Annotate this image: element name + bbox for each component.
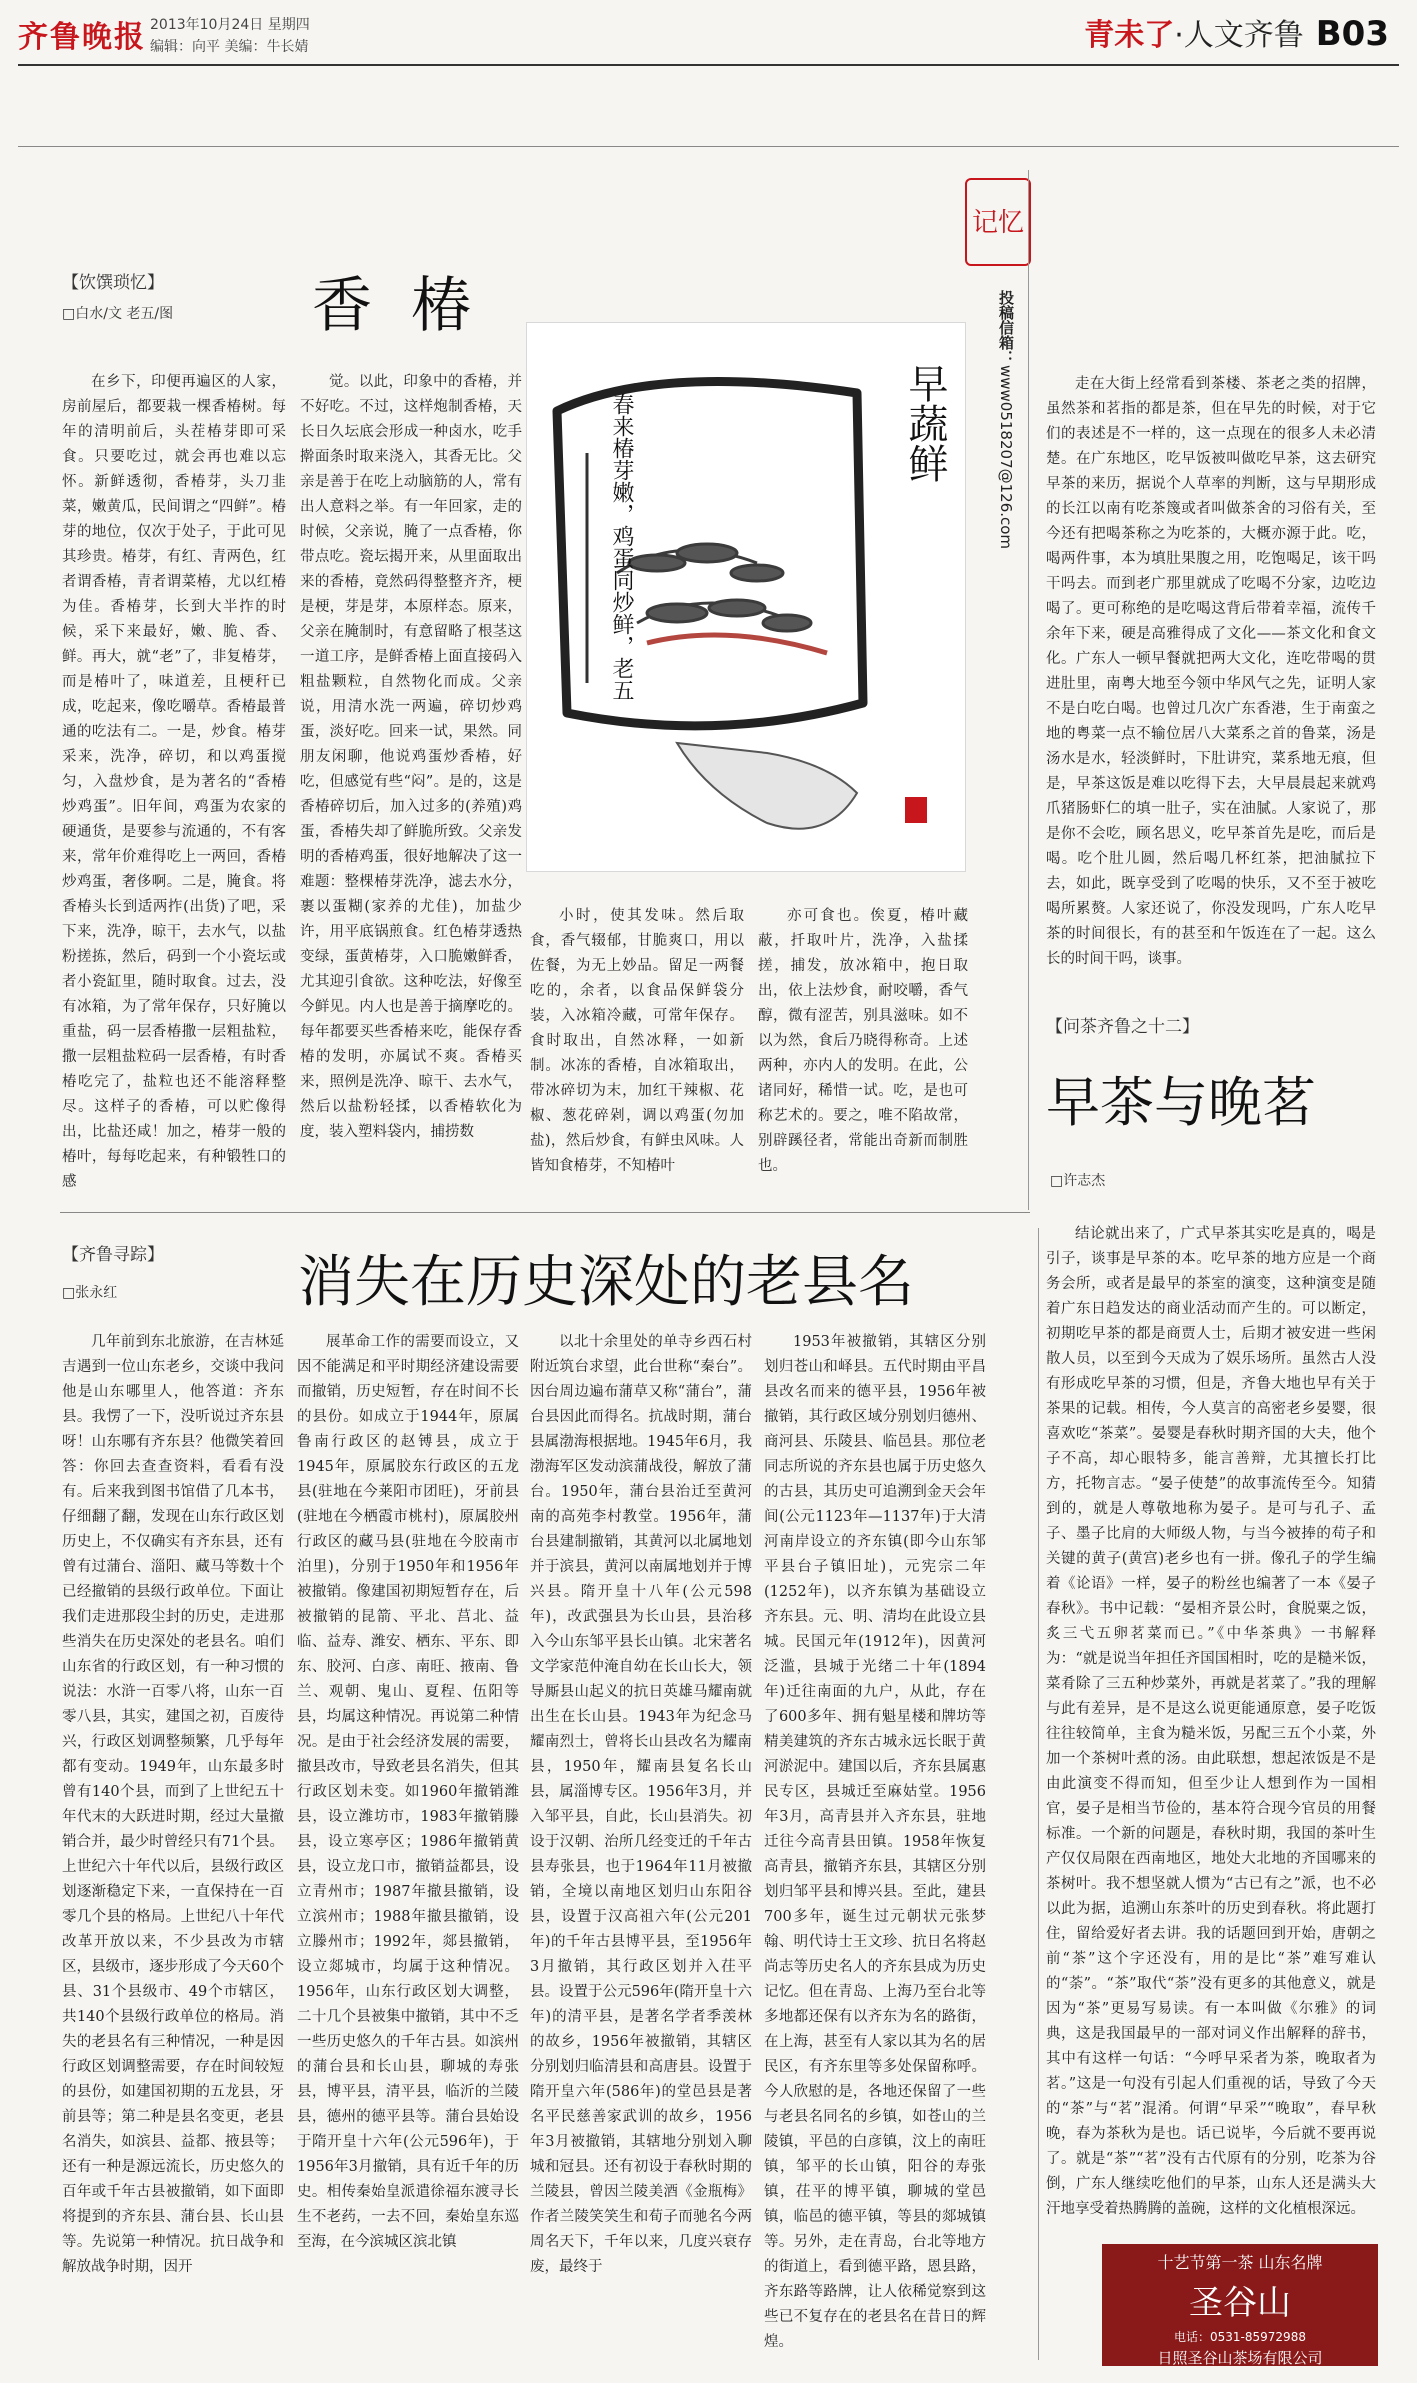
memory-stamp — [965, 178, 1031, 266]
header-rule — [18, 64, 1399, 66]
section-header — [1084, 10, 1389, 54]
header-rule-2 — [18, 146, 1399, 147]
article2-section-tag: 【齐鲁寻踪】 — [62, 1245, 164, 1265]
ad-brand: 圣谷山 — [1189, 2283, 1291, 2323]
tea-advertisement[interactable] — [1102, 2244, 1378, 2366]
article2-column-2: 展革命工作的需要而设立，又因不能满足和平时期经济建设需要而撤销，历史短暂，存在时间不长的县份。如成立于1944年，原属鲁南行政区的赵镈县，成立于1945年，原属胶东行政区的五龙县(驻地在今莱阳市团旺)，牙前县(驻地在今栖霞市桃村)，原属胶州行政区的藏马县(驻地在今胶南市泊里)，分别于1950年和1956年被撤销。像建国初期短暂存在，后被撤销的昆箭、平北、莒北、益临、益寿、潍安、栖东、平东、即东、胶河、白彦、南旺、掖南、鲁兰、观朝、鬼山、夏程、伍阳等县，均属这种情况。再说第二种情况。是由于社会经济发展的需要，撤县改市，导致老县名消失，但其行政区划未变。如1960年撤销潍县，设立潍坊市，1983年撤销滕县，设立寒亭区；1986年撤销黄县，设立龙口市，撤销益都县，设立青州市；1987年撤县撤销，设立滨州市；1988年撤县撤销，设立滕州市；1992年，郯县撤销，设立郯城市，均属于这种情况。1956年，山东行政区划大调整，二十几个县被集中撤销，其中不乏一些历史悠久的千年古县。如滨州的蒲台县和长山县，聊城的寿张县，博平县，清平县，临沂的兰陵县，德州的德平县等。蒲台县始设于隋开皇十六年(公元596年)，于1956年3月撤销，具有近千年的历史。相传秦始皇派遣徐福东渡寻长生不老药，一去不回，秦始皇东巡至海，在今滨城区滨北镇 — [297, 1334, 519, 2250]
article1-column-2: 觉。以此，印象中的香椿，并不好吃。不过，这样炮制香椿，天长日久坛底会形成一种卤水，吃手擀面条时取来浇入，其香无比。父亲是善于在吃上动脑筋的人，常有出人意料之举。有一年回家，走的时候，父亲说，腌了一点香椿，你带点吃。瓷坛揭开来，从里面取出来的香椿，竟然码得整整齐齐，梗是梗，芽是芽，本原样态。原来，父亲在腌制时，有意留略了根茎这一道工序，是鲜香椿上面直接码入粗盐颗粒，自然物化而成。父亲说，用清水洗一两遍，碎切炒鸡蛋，淡好吃。回来一试，果然。同朋友闲聊，他说鸡蛋炒香椿，好吃，但感觉有些“闷”。是的，这是香椿碎切后，加入过多的(养殖)鸡蛋，香椿失却了鲜脆所致。父亲发明的香椿鸡蛋，很好地解决了这一难题：整棵椿芽洗净，滤去水分，裹以蛋糊(家养的尤佳)，加盐少许，用平底锅煎食。红色椿芽透热变绿，蛋黄椿芽，入口脆嫩鲜香，尤其迎引食欲。这种吃法，好像至今鲜见。内人也是善于摘摩吃的。每年都要买些香椿来吃，能保存香椿的发明，亦属试不爽。香椿买来，照例是洗净、晾干、去水气，然后以盐粉轻揉，以香椿软化为度，装入塑料袋内，捕捞数 — [300, 374, 522, 1140]
article2-column-3: 以北十余里处的单寺乡西石村附近筑台求望，此台世称“秦台”。因台周边遍布蒲草又称“蒲台”，蒲台县因此而得名。抗战时期，蒲台县属渤海根据地。1945年6月，我渤海军区发动滨蒲战役，解放了蒲台。1950年，蒲台县治迁至黄河南的高苑李村教堂。1956年，蒲台县建制撤销，其黄河以北属地划并于滨县，黄河以南属地划并于博兴县。隋开皇十八年(公元598年)，改武强县为长山县，县治移入今山东邹平县长山镇。北宋著名文学家范仲淹自幼在长山长大，领导厮县山起义的抗日英雄马耀南就出生在长山县。1943年为纪念马耀南烈士，曾将长山县改名为耀南县，1950年，耀南县复名长山县，属淄博专区。1956年3月，并入邹平县，自此，长山县消失。初设于汉朝、治所几经变迁的千年古县寿张县，也于1964年11月被撤销，全境以南地区划归山东阳谷县，设置于汉高祖六年(公元201年)的千年古县博平县，至1956年3月撤销，其行政区划并入茌平县。设置于公元596年(隋开皇十六年)的清平县，是著名学者季羡林的故乡，1956年被撤销，其辖区分别划归临清县和高唐县。设置于隋开皇六年(586年)的堂邑县是著名平民慈善家武训的故乡，1956年3月被撤销，其辖地分别划入聊城和冠县。还有初设于春秋时期的兰陵县，曾因兰陵美酒《金瓶梅》作者兰陵笑笑生和荀子而驰名今两周名天下，千年以来，几度兴衰存废，最终于 — [530, 1334, 752, 2275]
article2-column-4: 1953年被撤销，其辖区分别划归苍山和峄县。五代时期由平昌县改名而来的德平县，1956年被撤销，其行政区域分别划归德州、商河县、乐陵县、临邑县。那位老同志所说的齐东县也属于历史悠久的古县，其历史可追溯到金天会年间(公元1123年—1137年)于大清河南岸设立的齐东镇(即今山东邹平县台子镇旧址)，元宪宗二年(1252年)，以齐东镇为基础设立齐东县。元、明、清均在此设立县城。民国元年(1912年)，因黄河泛滥，县城于光绪二十年(1894年)迁往南面的九户，从此，存在了600多年、拥有魁星楼和牌坊等精美建筑的齐东古城永远长眠于黄河淤泥中。建国以后，齐东县属惠民专区，县城迁至麻姑堂。1956年3月，高青县并入齐东县，驻地迁往今高青县田镇。1958年恢复高青县，撤销齐东县，其辖区分别划归邹平县和博兴县。至此，建县700多年，诞生过元朝状元张梦翰、明代诗士王文珍、抗日名将赵尚志等历史名人的齐东县成为历史记忆。但在青岛、上海乃至台北等多地都还保有以齐东为名的路街，在上海，甚至有人家以其为名的居民区，有齐东里等多处保留称呼。今人欣慰的是，各地还保留了一些与老县名同名的乡镇，如苍山的兰陵镇，平邑的白彦镇，汶上的南旺镇，邹平的长山镇，阳谷的寿张镇，茌平的博平镇，聊城的堂邑镇，临邑的德平镇，等县的郯城镇等。另外，走在青岛，台北等地方的街道上，看到德平路，恩县路，齐东路等路牌，让人依稀觉察到这些已不复存在的老县名在昔日的辉煌。 — [764, 1334, 986, 2350]
article3-section-tag: 【问茶齐鲁之十二】 — [1046, 1017, 1199, 1037]
editors-line: 编辑：向平 美编：牛长婧 — [150, 39, 309, 55]
ink-painting — [526, 322, 966, 872]
painting-inscription: 春来椿芽嫩，鸡蛋同炒鲜，老五 — [609, 393, 634, 701]
article1-column-3: 小时，使其发味。然后取食，香气辍郁，甘脆爽口，用以佐餐，为无上妙品。留足一两餐吃的，余者，以食品保鲜袋分装，入冰箱冷藏，可常年保存。食时取出，自然冰释，一如新制。冰冻的香椿，自冰箱取出，带冰碎切为末，加红干辣椒、花椒、葱花碎剁，调以鸡蛋(勿加盐)，然后炒食，有鲜虫风味。人皆知食椿芽，不知椿叶 — [530, 908, 744, 1174]
article3-byline: □许志杰 — [1050, 1173, 1106, 1189]
article2-byline: □张永红 — [62, 1285, 118, 1301]
article3-body: 结论就出来了，广式早茶其实吃是真的，喝是引子，谈事是早茶的本。吃早茶的地方应是一个商务会所，或者是最早的茶室的演变，这种演变是随着广东日趋发达的商业活动而产生的。可以断定，初期吃早茶的都是商贾人士，后期才被安进一些闲散人员，以至到今天成为了娱乐场所。虽然古人没有形成吃早茶的习惯，但是，齐鲁大地也早有关于茶果的记载。相传，今人莫言的高密老乡晏婴，很喜欢吃“茶菜”。晏婴是春秋时期齐国的大夫，他个子不高，却心眼特多，能言善辩，尤其擅长打比方，托物言志。“晏子使楚”的故事流传至今。知猜到的，就是人尊敬地称为晏子。是可与孔子、孟子、墨子比肩的大师级人物，与当今被捧的苟子和关键的黄子(黄宫)老乡也有一拼。像孔子的学生编着《论语》一样，晏子的粉丝也编著了一本《晏子春秋》。书中记载：“晏相齐景公时，食脱粟之饭，炙三弋五卵茗菜而已。”《中华茶典》一书解释为：“就是说当年担任齐国国相时，吃的是糙米饭，菜肴除了三五种炒菜外，再就是茗菜了。”我的理解与此有差异，是不是这么说更能通原意，晏子吃饭往往较简单，主食为糙米饭，另配三五个小菜，外加一个茶树叶煮的汤。由此联想，想起浓饭是不是由此演变不得而知，但至少让人想到作为一国相官，晏子是相当节俭的，基本符合现今官员的用餐标准。一个新的问题是，春秋时期，我国的茶叶生产仅仅局限在西南地区，地处大北地的齐国哪来的茶树叶。我不想坚就人惯为“古已有之”派，也不必以此为据，追溯山东茶叶的历史到春秋。将此题打住，留给爱好者去讲。我的话题回到开始，唐朝之前“茶”这个字还没有，用的是比“茶”难写难认的“荼”。“茶”取代“荼”没有更多的其他意义，就是因为“茶”更易写易读。有一本叫做《尔雅》的词典，这是我国最早的一部对词义作出解释的辞书，其中有这样一句话：“今呼早采者为茶，晚取者为茗。”这是一句没有引起人们重视的话，导致了今天的“茶”与“茗”混淆。何谓“早采”“晚取”，春早秋晚，春为茶秋为是也。话已说毕，今后就不要再说了。就是“茶”“茗”没有古代原有的分别，吃茶为谷倒，广东人继续吃他们的早茶，山东人还是满头大汗地享受着热腾腾的盖碗，这样的文化植根深远。 — [1046, 1226, 1376, 2217]
article3-intro: 走在大街上经常看到茶楼、茶老之类的招牌，虽然茶和茗指的都是茶，但在早先的时候，对于它们的表述是不一样的，这一点现在的很多人未必清楚。在广东地区，吃早饭被叫做吃早茶，这去研究早茶的来历，据说个人草率的判断，这与早期形成的长江以南有吃茶篾或者叫做茶舍的习俗有关，至今还有把喝茶称之为吃茶的，大概亦源于此。吃，喝两件事，本为填肚果腹之用，吃饱喝足，该干吗干吗去。而到老广那里就成了吃喝不分家，边吃边喝了。更可称绝的是吃喝这背后带着幸福，流传千余年下来，硬是高雅得成了文化——茶文化和食文化。广东人一顿早餐就把两大文化，连吃带喝的贯进肚里，南粤大地至今领中华风气之先，证明人家不是白吃白喝。也曾过几次广东香港，生于南蛮之地的粤菜一点不输位居八大菜系之首的鲁菜，汤是汤水是水，轻淡鲜时，下肚讲究，菜系地无痕，但是，早茶这饭是难以吃得下去，大早晨晨起来就鸡爪猪肠虾仁的填一肚子，实在油腻。人家说了，那是你不会吃，顾名思义，吃早茶首先是吃，而后是喝。吃个肚儿圆，然后喝几杯红茶，把油腻拉下去，如此，既享受到了吃喝的快乐，又不至于被吃喝所累赘。人家还说了，你没发现吗，广东人吃早茶的时间很长，有的甚至和午饭连在了一起。这么长的时间干吗，谈事。 — [1046, 376, 1376, 967]
article1-section-tag: 【饮馔琐忆】 — [62, 273, 164, 293]
ad-company: 日照圣谷山茶场有限公司 — [1157, 2349, 1323, 2367]
column-divider-2 — [1038, 1228, 1039, 2360]
ad-phone: 电话：0531-85972988 — [1174, 2330, 1306, 2344]
column-divider-1 — [1028, 170, 1029, 1210]
article1-column-4: 亦可食也。俟夏，椿叶藏蔽，扦取叶片，洗净，入盐揉搓，捕发，放冰箱中，抱日取出，依上法炒食，耐咬嚼，香气醇，微有涩苦，别具滋味。如不以为然，食后乃晓得称奇。上述两种，亦内人的发明。在此，公诸同好，稀惜一试。吃，是也可称艺术的。要之，唯不陷故常，别辟蹊径者，常能出奇新而制胜也。 — [758, 908, 968, 1174]
article1-title: 香 椿 — [312, 271, 482, 341]
page-number: B03 — [1315, 14, 1389, 54]
submission-box — [995, 290, 1017, 549]
section-subname: ·人文齐鲁 — [1174, 18, 1304, 53]
masthead: 齐鲁晚报 — [18, 20, 146, 55]
issue-date: 2013年10月24日 星期四 — [150, 17, 310, 33]
article3-title: 早茶与晚茗 — [1046, 1071, 1316, 1134]
section-name: 青未了 — [1084, 18, 1175, 53]
submission-label: 投稿信箱： — [997, 290, 1015, 365]
article2-title: 消失在历史深处的老县名 — [298, 1250, 914, 1315]
article1-byline: □白水/文 老五/图 — [62, 306, 174, 322]
article2-column-1: 几年前到东北旅游，在吉林延吉遇到一位山东老乡，交谈中我问他是山东哪里人，他答道：齐东县。我愣了一下，没听说过齐东县呀！山东哪有齐东县？他微笑着回答：你回去查查资料，看看有没有。后来我到图书馆借了几本书，仔细翻了翻，发现在山东行政区划历史上，不仅确实有齐东县，还有曾有过蒲台、淄阳、藏马等数十个已经撤销的县级行政单位。下面让我们走进那段尘封的历史，走进那些消失在历史深处的老县名。咱们山东省的行政区划，有一种习惯的说法：水浒一百零八将，山东一百零八县，其实，建国之初，百废待兴，行政区划调整频繁，几乎每年都有变动。1949年，山东最多时曾有140个县，而到了上世纪五十年代末的大跃进时期，经过大量撤销合并，最少时曾经只有71个县。上世纪六十年代以后，县级行政区划逐渐稳定下来，一直保持在一百零几个县的格局。上世纪八十年代改革开放以来，不少县改为市辖区，县级市，逐步形成了今天60个县、31个县级市、49个市辖区，共140个县级行政单位的格局。消失的老县名有三种情况，一种是因行政区划调整需要，存在时间较短的县份，如建国初期的五龙县，牙前县等；第二种是县名变更，老县名消失，如滨县、益都、掖县等；还有一种是源远流长，历史悠久的百年或千年古县被撤销，如下面即将提到的齐东县、蒲台县、长山县等。先说第一种情况。抗日战争和解放战争时期，因开 — [62, 1334, 284, 2275]
ad-slogan: 十艺节第一茶 山东名牌 — [1157, 2253, 1323, 2272]
article1-column-1: 在乡下，印便再遍区的人家，房前屋后，都要栽一棵香椿树。每年的清明前后，头茬椿芽即可采食。只要吃过，就会再也难以忘怀。新鲜透彻，香椿芽，头刀韭菜，嫩黄瓜，民间谓之“四鲜”。椿芽的地位，仅次于处子，于此可见其珍贵。椿芽，有红、青两色，红者谓香椿，青者谓菜椿，尤以红椿为佳。香椿芽，长到大半拃的时候，采下来最好，嫩、脆、香、鲜。再大，就“老”了，非复椿芽，而是椿叶了，味道差，且梗秆已成，吃起来，像吃嚼草。香椿最普通的吃法有二。一是，炒食。椿芽采来，洗净，碎切，和以鸡蛋搅匀，入盘炒食，是为著名的“香椿炒鸡蛋”。旧年间，鸡蛋为农家的硬通货，是要参与流通的，不有客来，常年价难得吃上一两回，香椿炒鸡蛋，奢侈啊。二是，腌食。将香椿头长到适两拃(出货)了吧，采下来，洗净，晾干，去水气，以盐粉搓拣，然后，码到一个小瓷坛或者小瓷缸里，随时取食。过去，没有冰箱，为了常年保存，只好腌以重盐，码一层香椿撒一层粗盐粒，撒一层粗盐粒码一层香椿，有时香椿吃完了，盐粒也还不能溶释整尽。这样子的香椿，可以贮像得出，比盐还咸！加之，椿芽一般的椿叶，每每吃起来，有种锻牲口的感 — [62, 374, 286, 1190]
painting-title: 早蔬鲜 — [902, 363, 948, 483]
article2-top-rule — [60, 1212, 1030, 1213]
stamp-text: 记忆 — [971, 208, 1024, 238]
submission-email[interactable]: www0518207@126.com — [997, 365, 1015, 550]
